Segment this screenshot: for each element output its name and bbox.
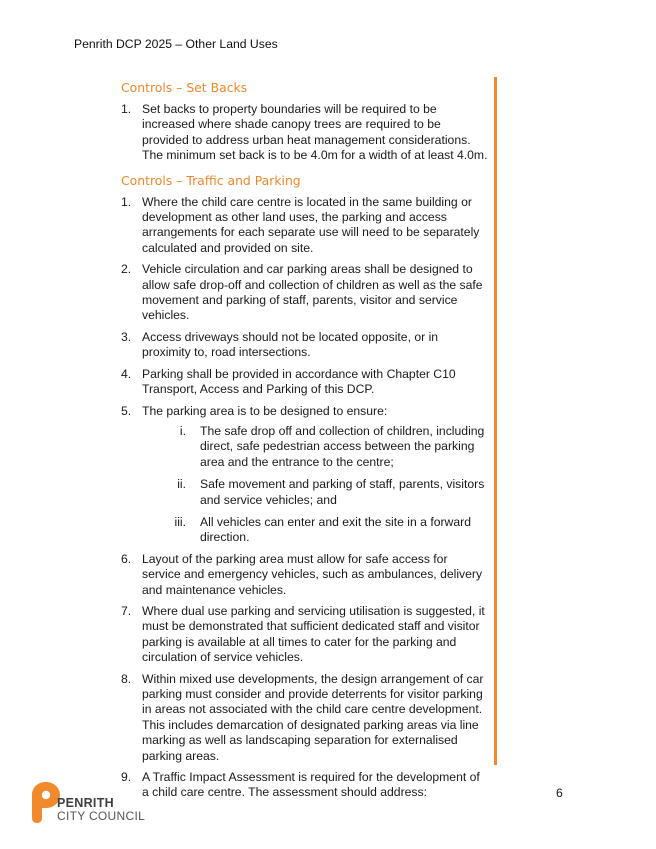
sub-item-text: Safe movement and parking of staff, parents, visitors and service vehicles; and [200, 477, 485, 507]
item-text: Set backs to property boundaries will be required to be increased where shade canopy trees are required to be provided to address urban heat management considerations. The minimum set back is to be 4.0m for a width of at least 4.0m. [142, 102, 488, 163]
item-number: 8. [121, 671, 132, 686]
item-number: 5. [121, 403, 132, 418]
list-item [121, 367, 489, 398]
item-number: 7. [121, 603, 132, 618]
list-item [121, 404, 489, 546]
item-number: 1. [121, 194, 132, 209]
list-item [121, 262, 489, 324]
item-number: 6. [121, 551, 132, 566]
sub-list-item [142, 477, 489, 508]
sub-item-text: The safe drop off and collection of children, including direct, safe pedestrian access between the parking area and the entrance to the centre; [200, 423, 485, 469]
main-content [121, 80, 489, 807]
item-text: Where the child care centre is located in the same building or development as other land uses, the parking and access arrangements for each separate use will need to be separately calculated and provided on site. [142, 194, 480, 255]
item-text: Parking shall be provided in accordance with Chapter C10 Transport, Access and Parking of this DCP. [142, 366, 456, 397]
item-text: Vehicle circulation and car parking areas shall be designed to allow safe drop-off and collection of children as well as the safe movement and parking of staff, parents, visitor and service vehicles. [142, 262, 483, 323]
sub-item-text: All vehicles can enter and exit the site in a forward direction. [200, 514, 471, 545]
sub-item-number: ii. [177, 477, 186, 492]
item-text: A Traffic Impact Assessment is required for the development of a child care centre. The assessment should address: [142, 770, 480, 800]
sub-list [142, 424, 489, 546]
list-item [121, 604, 489, 666]
list-item [121, 330, 489, 361]
list-item [121, 552, 489, 598]
page-header: Penrith DCP 2025 – Other Land Uses [74, 37, 278, 51]
section-heading-traffic: Controls – Traffic and Parking [121, 172, 301, 188]
sub-list-item [142, 515, 489, 546]
section-heading-setbacks: Controls – Set Backs [121, 80, 248, 95]
item-text: Where dual use parking and servicing utilisation is suggested, it must be demonstrated that sufficient dedicated staff and visitor parking is available at all times to cater for the parking and circulation of service vehicles. [142, 603, 485, 665]
item-number: 4. [121, 366, 132, 381]
accent-bar [494, 77, 497, 765]
item-text: The parking area is to be designed to ensure: [142, 403, 388, 418]
item-number: 9. [121, 770, 132, 785]
item-number: 3. [121, 329, 132, 344]
page-number: 6 [556, 786, 563, 800]
logo-line-1: PENRITH [57, 796, 114, 810]
council-logo-text [57, 797, 145, 823]
logo-line-2: CITY COUNCIL [57, 809, 146, 823]
sub-list-item [142, 424, 489, 470]
list-item [121, 195, 489, 257]
list-item [121, 672, 489, 764]
sub-item-number: i. [179, 423, 186, 438]
setbacks-list [121, 102, 489, 164]
list-item [121, 770, 489, 801]
list-item [121, 102, 489, 164]
item-text: Layout of the parking area must allow for safe access for service and emergency vehicles, such as ambulances, delivery and maintenance vehicles. [142, 551, 483, 597]
traffic-list [121, 195, 489, 801]
item-text: Access driveways should not be located opposite, or in proximity to, road intersections. [142, 329, 439, 360]
item-number: 1. [121, 102, 132, 116]
item-text: Within mixed use developments, the design arrangement of car parking must consider and provide deterrents for visitor parking in areas not associated with the child care centre development. This includes demarcation of designated parking areas via line marking as well as landscaping separation for externalised parking areas. [142, 671, 484, 763]
sub-item-number: iii. [174, 514, 186, 529]
item-number: 2. [121, 262, 132, 277]
